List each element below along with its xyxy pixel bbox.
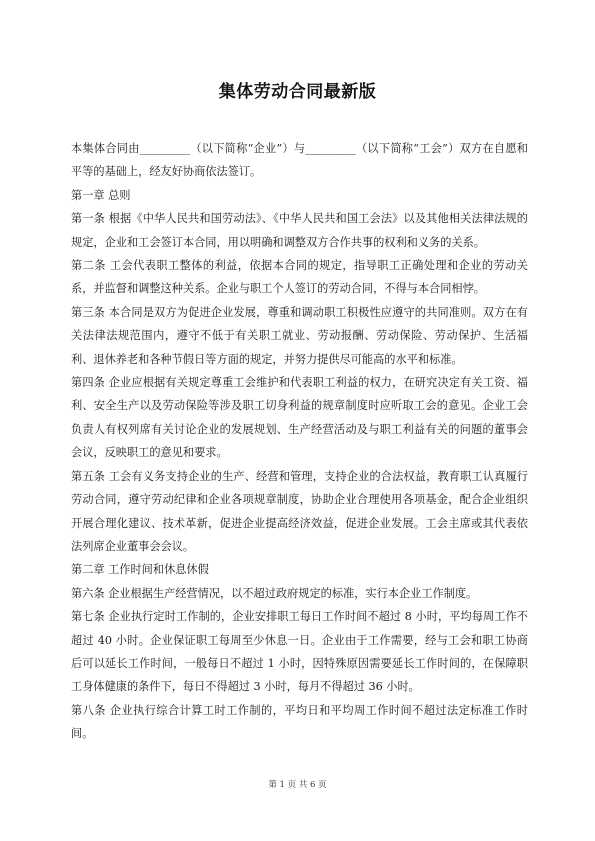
document-title: 集体劳动合同最新版: [218, 82, 377, 102]
article-7: 第七条 企业执行定时工作制的，企业安排职工每日工作时间不超过 8 小时，平均每周工作不超过 40 小时。企业保证职工每周至少休息一日。企业由于工作需要，经与工会和职工协商后可以延长工作时间，一般每日不超过 1 小时，因特殊原因需要延长工作时间的，在保障职工身体健康的条件下，每日不得超过 3 小时，每月不得超过 36 小时。: [71, 610, 528, 694]
document-body: [71, 137, 528, 746]
article-5: 第五条 工会有义务支持企业的生产、经营和管理，支持企业的合法权益，教育职工认真履行劳动合同，遵守劳动纪律和企业各项规章制度，协助企业合理使用各项基金，配合企业组织开展合理化建议、技术革新，促进企业提高经济效益，促进企业发展。工会主席或其代表依法列席企业董事会会议。: [71, 469, 528, 553]
chapter-heading-1: 第一章 总则: [71, 188, 131, 202]
chapter-heading-2: 第二章 工作时间和休息休假: [71, 563, 209, 577]
paragraph-preamble: 本集体合同由_________（以下简称“企业”）与_________（以下简称“工会”）双方在自愿和平等的基础上，经友好协商依法签订。: [71, 142, 528, 179]
article-1: 第一条 根据《中华人民共和国劳动法》、《中华人民共和国工会法》以及其他相关法律法规的规定，企业和工会签订本合同，用以明确和调整双方合作共事的权利和义务的关系。: [71, 212, 528, 249]
article-2: 第二条 工会代表职工整体的利益，依据本合同的规定，指导职工正确处理和企业的劳动关系，并监督和调整这种关系。企业与职工个人签订的劳动合同，不得与本合同相悖。: [71, 259, 528, 296]
article-6: 第六条 企业根据生产经营情况，以不超过政府规定的标准，实行本企业工作制度。: [71, 586, 478, 600]
article-4: 第四条 企业应根据有关规定尊重工会维护和代表职工利益的权力，在研究决定有关工资、福利、安全生产以及劳动保险等涉及职工切身利益的规章制度时应听取工会的意见。企业工会负责人有权列席有关讨论企业的发展规划、生产经营活动及与职工利益有关的问题的董事会会议，反映职工的意见和要求。: [71, 376, 528, 460]
article-8: 第八条 企业执行综合计算工时工作制的，平均日和平均周工作时间不超过法定标准工作时间。: [71, 703, 528, 741]
page-number-footer: 第 1 页 共 6 页: [268, 780, 327, 790]
article-3: 第三条 本合同是双方为促进企业发展，尊重和调动职工积极性应遵守的共同准则。双方在有关法律法规范围内，遵守不低于有关职工就业、劳动报酬、劳动保险、劳动保护、生活福利、退休养老和各种节假日等方面的规定，并努力提供尽可能高的水平和标准。: [71, 305, 528, 366]
